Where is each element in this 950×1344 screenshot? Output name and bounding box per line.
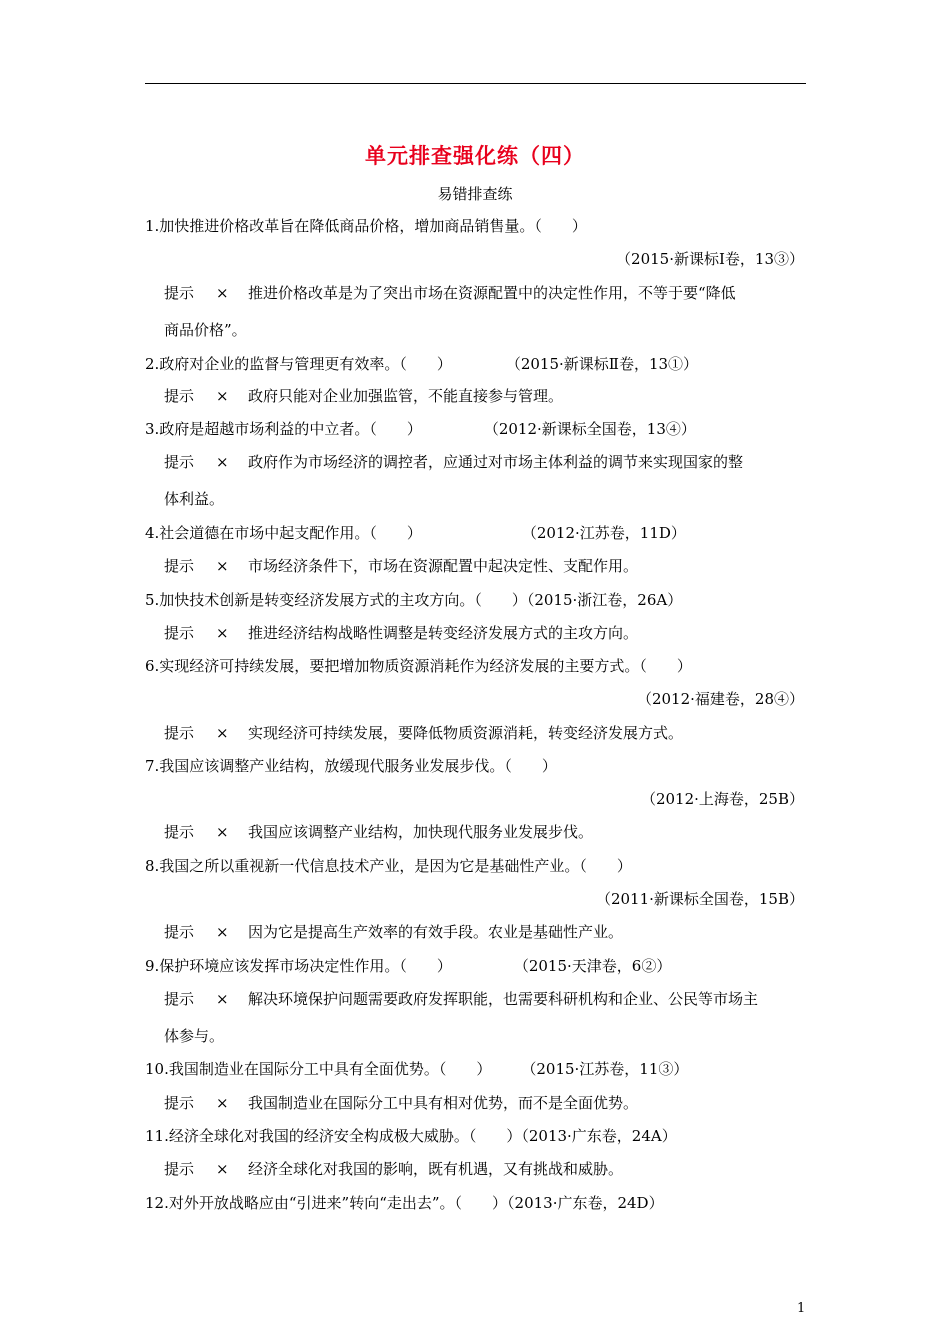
tip-7: 提示 × 我国应该调整产业结构，加快现代服务业发展步伐。	[164, 823, 594, 841]
tip-9-cont: 体参与。	[164, 1027, 225, 1045]
question-10: 10.我国制造业在国际分工中具有全面优势。（ ） （2015·江苏卷，11③）	[145, 1060, 689, 1078]
tip-11: 提示 × 经济全球化对我国的影响，既有机遇，又有挑战和威胁。	[164, 1160, 624, 1178]
question-4: 4.社会道德在市场中起支配作用。（ ） （2012·江苏卷，11D）	[145, 524, 686, 542]
question-5: 5.加快技术创新是转变经济发展方式的主攻方向。（ ）（2015·浙江卷，26A）	[145, 591, 683, 609]
tip-1: 提示 × 推进价格改革是为了突出市场在资源配置中的决定性作用，不等于要“降低	[164, 284, 736, 302]
question-8: 8.我国之所以重视新一代信息技术产业，是因为它是基础性产业。（ ）	[145, 857, 632, 875]
tip-5: 提示 × 推进经济结构战略性调整是转变经济发展方式的主攻方向。	[164, 624, 639, 642]
question-11: 11.经济全球化对我国的经济安全构成极大威胁。（ ）（2013·广东卷，24A）	[145, 1127, 677, 1145]
tip-3-cont: 体利益。	[164, 490, 225, 508]
tip-4: 提示 × 市场经济条件下，市场在资源配置中起决定性、支配作用。	[164, 557, 639, 575]
header-rule	[145, 83, 806, 84]
tip-9: 提示 × 解决环境保护问题需要政府发挥职能，也需要科研机构和企业、公民等市场主	[164, 990, 759, 1008]
page-number: 1	[797, 1301, 806, 1316]
question-7: 7.我国应该调整产业结构，放缓现代服务业发展步伐。（ ）	[145, 757, 557, 775]
tip-8: 提示 × 因为它是提高生产效率的有效手段。农业是基础性产业。	[164, 923, 624, 941]
tip-3: 提示 × 政府作为市场经济的调控者，应通过对市场主体利益的调节来实现国家的整	[164, 453, 744, 471]
tip-1-cont: 商品价格”。	[164, 321, 247, 339]
question-6: 6.实现经济可持续发展，要把增加物质资源消耗作为经济发展的主要方式。（ ）	[145, 657, 692, 675]
question-2: 2.政府对企业的监督与管理更有效率。（ ） （2015·新课标Ⅱ卷，13①）	[145, 355, 699, 373]
tip-6: 提示 × 实现经济可持续发展，要降低物质资源消耗，转变经济发展方式。	[164, 724, 684, 742]
tip-10: 提示 × 我国制造业在国际分工中具有相对优势，而不是全面优势。	[164, 1094, 639, 1112]
question-1-source: （2015·新课标Ⅰ卷，13③）	[616, 250, 804, 268]
question-8-source: （2011·新课标全国卷，15B）	[595, 890, 804, 908]
page-title: 单元排查强化练（四）	[365, 144, 585, 168]
question-1: 1.加快推进价格改革旨在降低商品价格，增加商品销售量。（ ）	[145, 217, 587, 235]
question-12: 12.对外开放战略应由“引进来”转向“走出去”。（ ）（2013·广东卷，24D）	[145, 1194, 664, 1212]
tip-2: 提示 × 政府只能对企业加强监管，不能直接参与管理。	[164, 387, 564, 405]
question-7-source: （2012·上海卷，25B）	[640, 790, 804, 808]
question-3: 3.政府是超越市场利益的中立者。（ ） （2012·新课标全国卷，13④）	[145, 420, 696, 438]
question-6-source: （2012·福建卷，28④）	[636, 690, 804, 708]
page-subtitle: 易错排查练	[437, 185, 513, 203]
question-9: 9.保护环境应该发挥市场决定性作用。（ ） （2015·天津卷，6②）	[145, 957, 672, 975]
